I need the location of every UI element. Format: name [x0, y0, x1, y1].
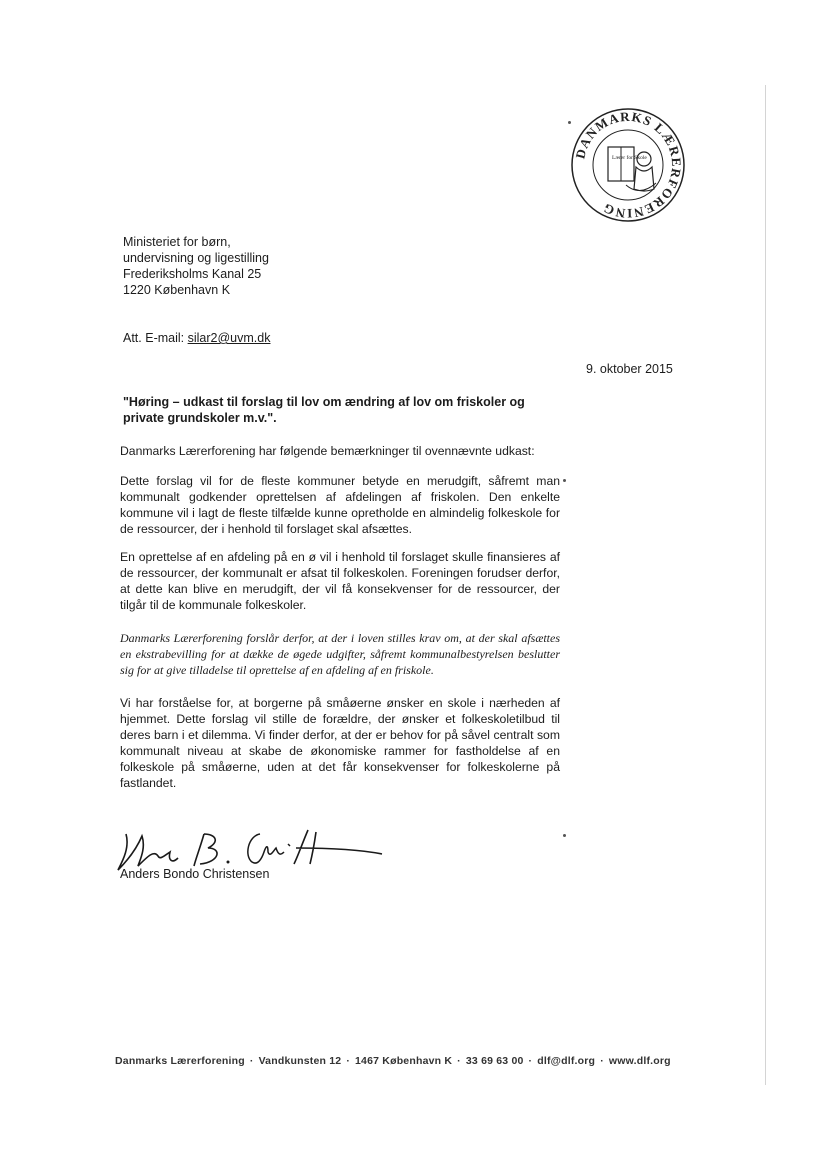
recipient-line-4: 1220 København K	[123, 283, 231, 297]
recipient-line-3: Frederiksholms Kanal 25	[123, 267, 262, 281]
footer-org: Danmarks Lærerforening	[115, 1055, 245, 1067]
footer-website[interactable]: www.dlf.org	[608, 1055, 671, 1067]
footer-email[interactable]: dlf@dlf.org	[537, 1055, 596, 1067]
paragraph-1: Dette forslag vil for de fleste kommuner betyde en merudgift, såfremt man kommunalt godkender oprettelsen af afdelingen af friskolen. Den enkelte kommune vil i lagt de fleste tilfælde kunne opretholde en almindelig folkeskole for de ressourcer, der i henhold til forslaget skal afsættes.	[120, 474, 560, 536]
paragraph-4: Vi har forståelse for, at borgerne på småøerne ønsker en skole i nærheden af hjemmet. Dette forslag vil stille de forældre, der ønsker et folkeskoletilbud til deres barn i et dilemma. Vi finder derfor, at der er behov for på såvel centralt som kommunalt niveau at skabe de økonomiske rammer for fastholdelse af en folkeskole på småøerne, uden at det får konsekvenser for folkeskolerne på fastlandet.	[120, 696, 560, 790]
recipient-address	[123, 234, 269, 298]
footer-separator: ·	[528, 1055, 533, 1067]
dlf-seal-logo	[568, 105, 688, 225]
footer-separator: ·	[457, 1055, 461, 1067]
scan-edge-line	[765, 85, 766, 1085]
footer-street: Vandkunsten 12	[258, 1055, 342, 1067]
svg-text:DANMARKS LÆRERFORENING: DANMARKS LÆRERFORENING	[572, 108, 685, 222]
footer-city: 1467 København K	[355, 1055, 453, 1067]
footer-separator: ·	[600, 1055, 604, 1067]
letter-footer	[115, 1055, 671, 1067]
scan-dot	[568, 121, 571, 124]
paragraph-2: En oprettelse af en afdeling på en ø vil i henhold til forslaget skulle finansieres af de ressourcer, der kommunalt er afsat til folkeskolen. Foreningen forudser derfor, at dette kan blive en merudgift, der vil få konsekvenser for de ressourcer, der tilgår til de kommunale folkeskoler.	[120, 550, 560, 612]
scan-dot	[563, 834, 566, 837]
paragraph-3: Danmarks Lærerforening forslår derfor, at der i loven stilles krav om, at der skal afsættes en ekstrabevilling for at dække de øgede udgifter, såfremt kommunalbestyrelsen beslutter sig for at give tilladelse til oprettelse af en afdeling af en friskole.	[120, 631, 560, 677]
svg-text:Lærer for Skole: Lærer for Skole	[612, 155, 647, 161]
att-line	[123, 331, 270, 345]
letter-date: 9. oktober 2015	[586, 362, 673, 376]
signer-name: Anders Bondo Christensen	[120, 867, 270, 881]
intro-line: Danmarks Lærerforening har følgende bemærkninger til ovennævnte udkast:	[120, 444, 535, 458]
footer-phone: 33 69 63 00	[465, 1055, 524, 1067]
att-email-link[interactable]: silar2@uvm.dk	[187, 331, 271, 345]
letter-subject: "Høring – udkast til forslag til lov om ændring af lov om friskoler og private grundskoler m.v.".	[123, 395, 525, 425]
recipient-line-1: Ministeriet for børn,	[123, 235, 231, 249]
recipient-line-2: undervisning og ligestilling	[123, 251, 269, 265]
footer-separator: ·	[249, 1055, 254, 1067]
scan-dot	[563, 479, 566, 482]
footer-separator: ·	[346, 1055, 351, 1067]
att-label: Att. E-mail:	[123, 331, 185, 345]
